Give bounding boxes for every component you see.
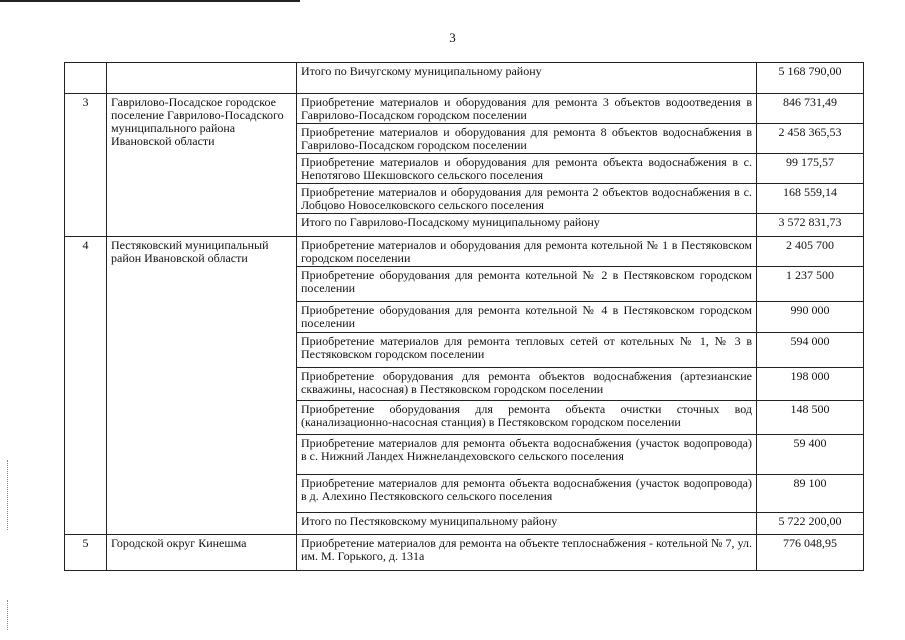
- amount-cell: 198 000: [757, 368, 864, 401]
- row-number-cell: 4: [65, 237, 107, 535]
- municipality-cell: [107, 63, 297, 94]
- description-cell: Приобретение материалов и оборудования для ремонта 3 объектов водоотведения в Гаврилово-Посадском городском поселении: [297, 94, 757, 124]
- top-rule: [0, 0, 300, 2]
- description-cell: Приобретение материалов для ремонта объекта водоснабжения (участок водопровода) в с. Нижний Ландех Нижнеландеховского сельского поселения: [297, 435, 757, 475]
- total-row: [65, 63, 864, 94]
- scan-edge-marks: [7, 600, 11, 630]
- municipality-cell: Пестяковский муниципальный район Ивановской области: [107, 237, 297, 535]
- amount-cell: 990 000: [757, 302, 864, 333]
- total-amount-cell: 3 572 831,73: [757, 214, 864, 237]
- description-cell: Приобретение оборудования для ремонта котельной № 2 в Пестяковском городском поселении: [297, 267, 757, 302]
- amount-cell: 776 048,95: [757, 535, 864, 571]
- description-cell: Приобретение материалов для ремонта тепловых сетей от котельных № 1, № 3 в Пестяковском городском поселении: [297, 333, 757, 368]
- description-cell: Приобретение материалов и оборудования для ремонта 2 объектов водоснабжения в с. Лобцово Новоселковского сельского поселения: [297, 184, 757, 214]
- funding-table-body: [65, 63, 864, 571]
- table-row: [65, 237, 864, 267]
- total-amount-cell: 5 722 200,00: [757, 513, 864, 535]
- total-amount-cell: 5 168 790,00: [757, 63, 864, 94]
- municipality-cell: Гаврилово-Посадское городское поселение Гаврилово-Посадского муниципального района Ивановской области: [107, 94, 297, 237]
- total-label-cell: Итого по Вичугскому муниципальному району: [297, 63, 757, 94]
- amount-cell: 89 100: [757, 475, 864, 513]
- table-row: [65, 535, 864, 571]
- description-cell: Приобретение материалов и оборудования для ремонта котельной № 1 в Пестяковском городском поселении: [297, 237, 757, 267]
- amount-cell: 594 000: [757, 333, 864, 368]
- description-cell: Приобретение материалов и оборудования для ремонта объекта водоснабжения в с. Непотягово Шекшовского сельского поселения: [297, 154, 757, 184]
- page-number: 3: [449, 30, 456, 45]
- row-number-cell: [65, 63, 107, 94]
- scan-edge-marks: [7, 460, 11, 530]
- row-number-cell: 3: [65, 94, 107, 237]
- table-row: [65, 94, 864, 124]
- description-cell: Приобретение материалов для ремонта на объекте теплоснабжения - котельной № 7, ул. им. М. Горького, д. 131а: [297, 535, 757, 571]
- amount-cell: 99 175,57: [757, 154, 864, 184]
- municipality-cell: Городской округ Кинешма: [107, 535, 297, 571]
- description-cell: Приобретение материалов и оборудования для ремонта 8 объектов водоснабжения в Гаврилово-Посадском городском поселении: [297, 124, 757, 154]
- description-cell: Приобретение оборудования для ремонта котельной № 4 в Пестяковском городском поселении: [297, 302, 757, 333]
- description-cell: Приобретение оборудования для ремонта объекта очистки сточных вод (канализационно-насосная станция) в Пестяковском городском поселении: [297, 401, 757, 435]
- amount-cell: 148 500: [757, 401, 864, 435]
- funding-table: [64, 62, 864, 571]
- amount-cell: 1 237 500: [757, 267, 864, 302]
- amount-cell: 846 731,49: [757, 94, 864, 124]
- amount-cell: 2 405 700: [757, 237, 864, 267]
- amount-cell: 59 400: [757, 435, 864, 475]
- description-cell: Приобретение материалов для ремонта объекта водоснабжения (участок водопровода) в д. Алехино Пестяковского сельского поселения: [297, 475, 757, 513]
- amount-cell: 168 559,14: [757, 184, 864, 214]
- row-number-cell: 5: [65, 535, 107, 571]
- amount-cell: 2 458 365,53: [757, 124, 864, 154]
- description-cell: Приобретение оборудования для ремонта объектов водоснабжения (артезианские скважины, насосная) в Пестяковском городском поселении: [297, 368, 757, 401]
- total-label-cell: Итого по Пестяковскому муниципальному району: [297, 513, 757, 535]
- total-label-cell: Итого по Гаврилово-Посадскому муниципальному району: [297, 214, 757, 237]
